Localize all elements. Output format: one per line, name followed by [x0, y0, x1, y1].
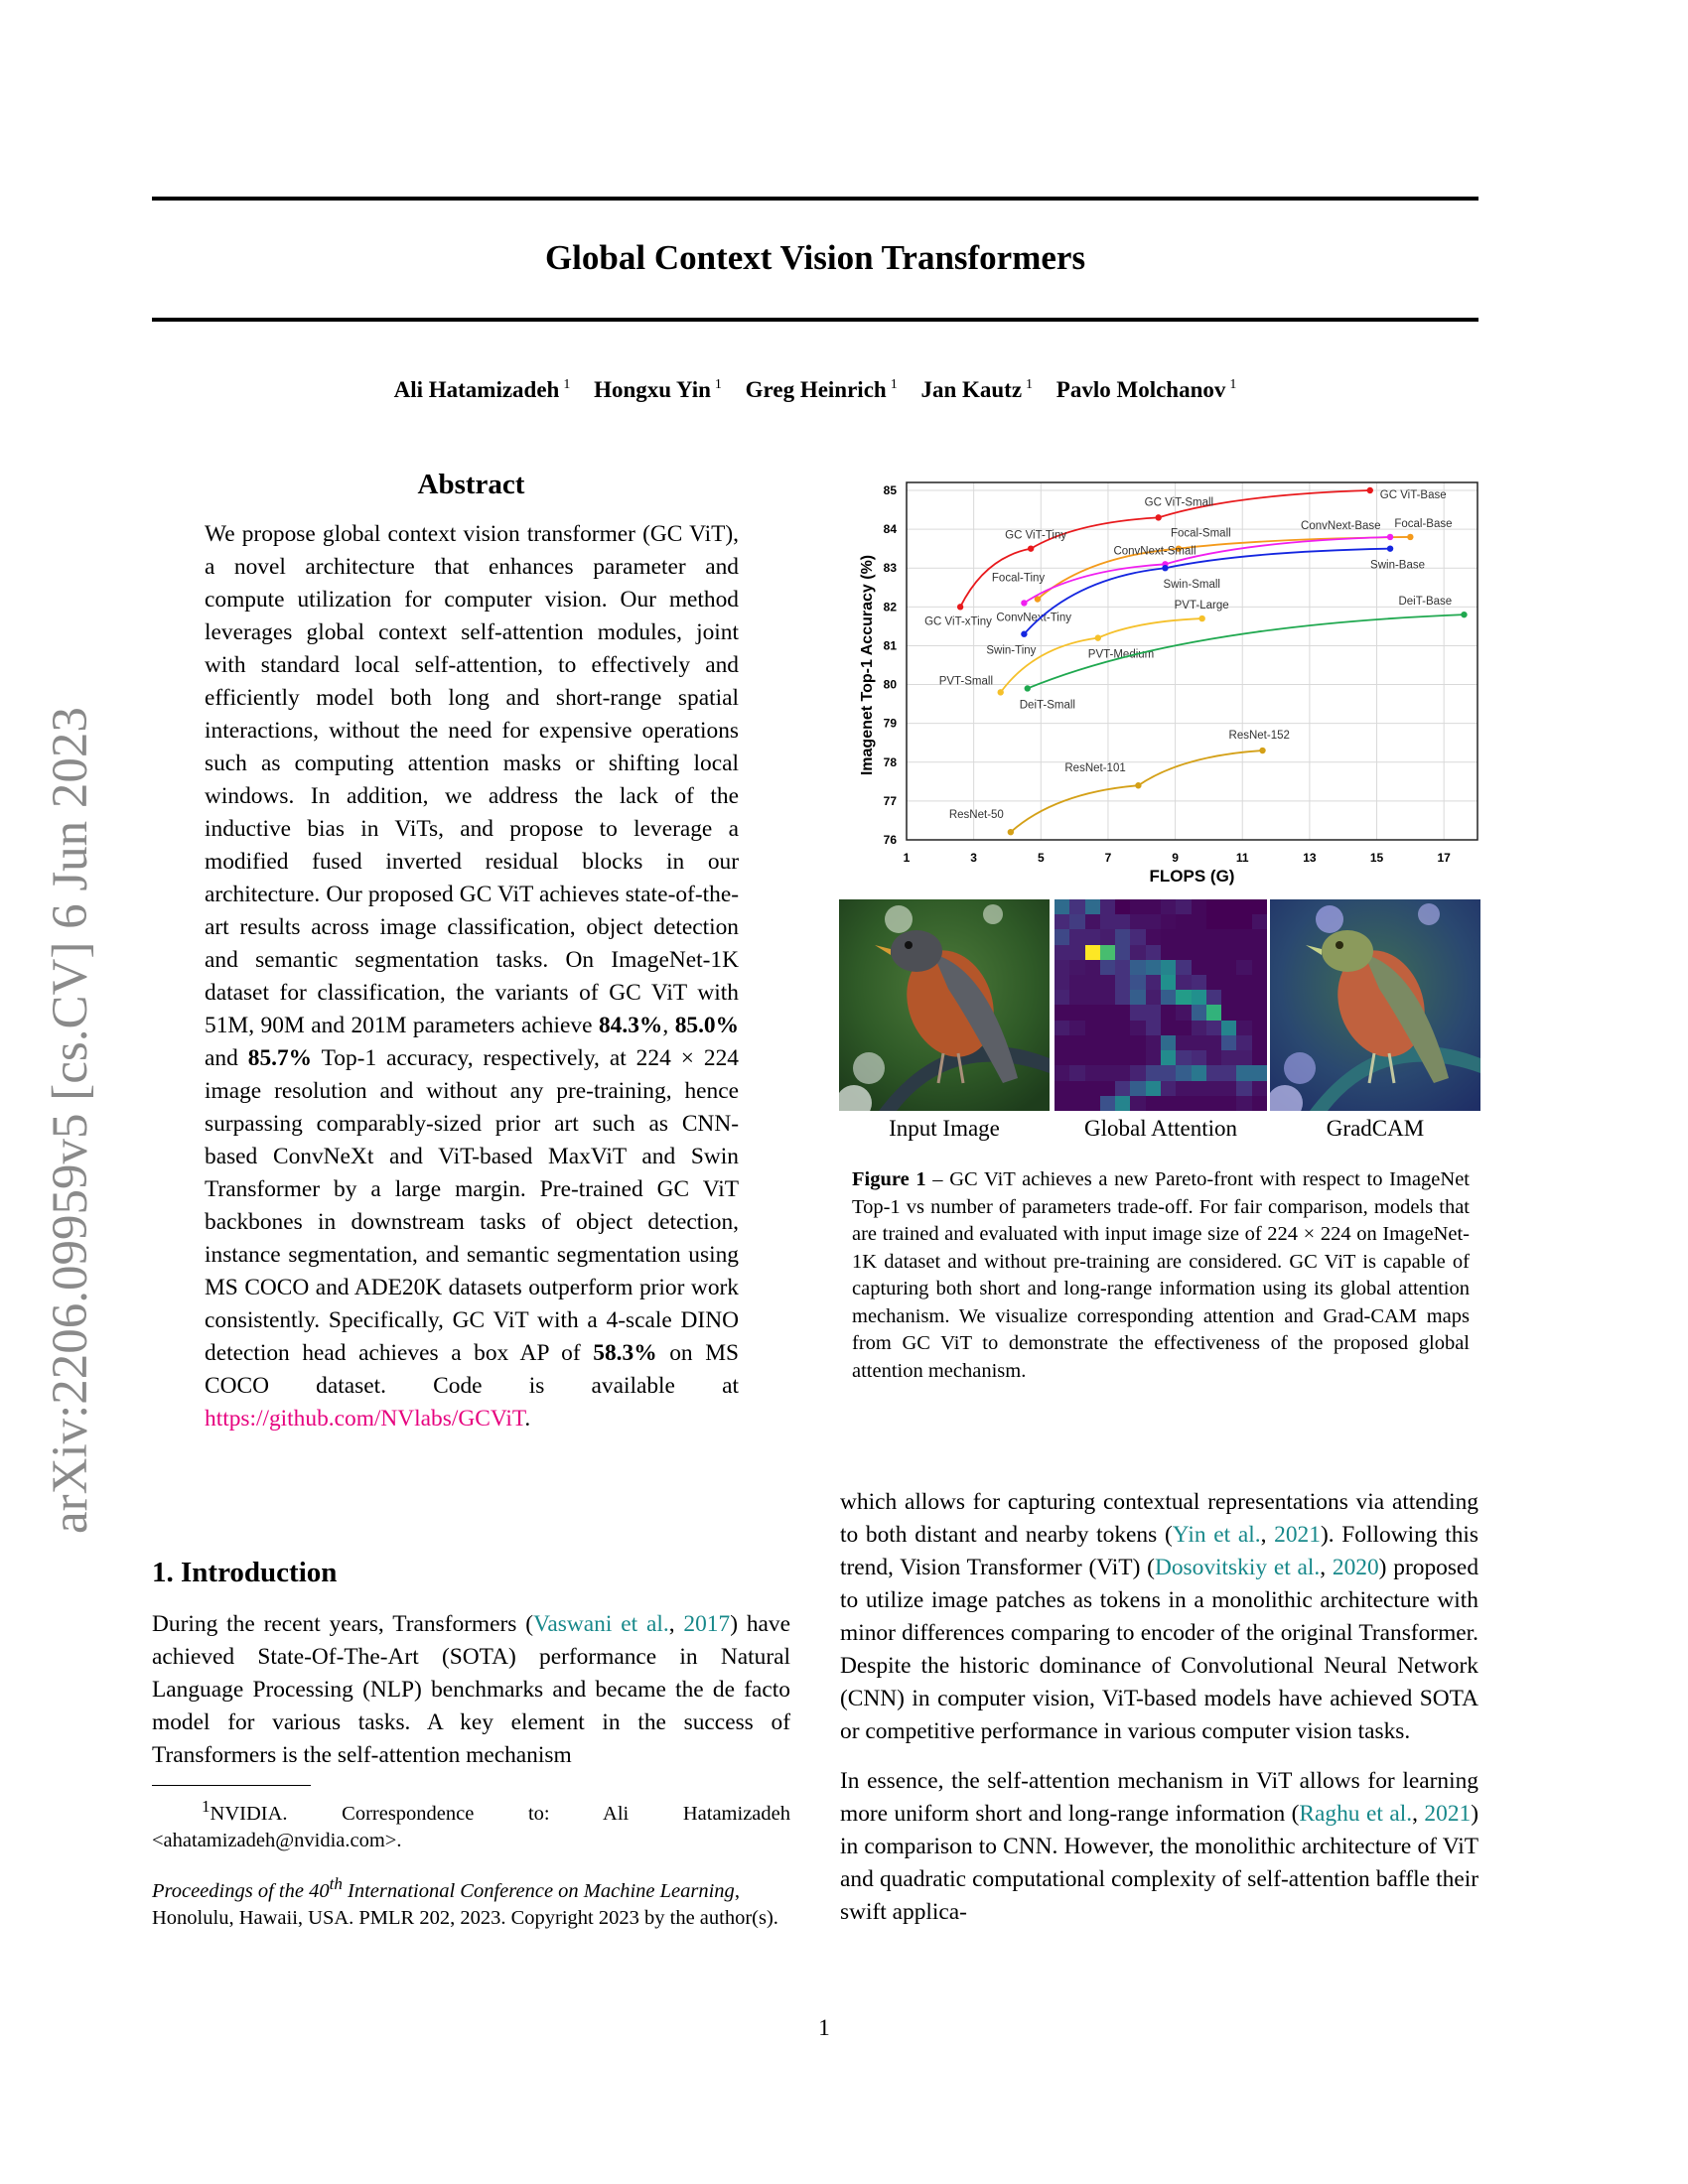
attention-cell	[1252, 899, 1267, 914]
attention-cell	[1055, 899, 1069, 914]
attention-cell	[1161, 1096, 1176, 1111]
data-point	[1135, 782, 1141, 788]
attention-cell	[1221, 1035, 1236, 1050]
data-point	[1008, 829, 1014, 835]
attention-cell	[1236, 945, 1251, 960]
attention-cell	[1069, 914, 1084, 929]
attention-cell	[1115, 1081, 1130, 1096]
x-tick-label: 13	[1303, 851, 1317, 865]
attention-cell	[1146, 1065, 1161, 1080]
x-tick-label: 1	[903, 851, 911, 865]
attention-cell	[1161, 960, 1176, 975]
attention-cell	[1100, 1005, 1115, 1020]
attention-cell	[1100, 945, 1115, 960]
y-tick-label: 85	[883, 483, 897, 497]
point-label: Focal-Base	[1394, 517, 1453, 530]
attention-cell	[1130, 1005, 1145, 1020]
attention-cell	[1130, 929, 1145, 944]
data-point	[1021, 600, 1027, 606]
attention-cell	[1176, 1050, 1191, 1065]
attention-cell	[1085, 1081, 1100, 1096]
attention-cell	[1236, 1065, 1251, 1080]
point-label: ConvNext-Small	[1113, 545, 1196, 558]
attention-cell	[1236, 960, 1251, 975]
attention-cell	[1221, 990, 1236, 1005]
attention-cell	[1161, 1065, 1176, 1080]
citation-year-link[interactable]: 2020	[1332, 1555, 1379, 1580]
attention-cell	[1161, 1050, 1176, 1065]
attention-cell	[1252, 1096, 1267, 1111]
proceedings-notice: Proceedings of the 40th International Conference on Machine Learning, Honolulu, Hawaii, USA. PMLR 202, 2023. Copyright 2023 by the author(s).	[152, 1874, 778, 1929]
citation-year-link[interactable]: 2021	[1424, 1801, 1472, 1827]
attention-cell	[1100, 914, 1115, 929]
attention-cell	[1069, 975, 1084, 990]
figure-image-row	[839, 899, 1479, 1113]
attention-cell	[1146, 960, 1161, 975]
attention-cell	[1221, 1081, 1236, 1096]
chart-canvas	[852, 473, 1487, 894]
attention-cell	[1161, 899, 1176, 914]
attention-cell	[1252, 929, 1267, 944]
attention-cell	[1221, 1005, 1236, 1020]
title-rule-top	[152, 197, 1478, 201]
attention-cell	[1055, 990, 1069, 1005]
point-label: Swin-Base	[1370, 559, 1426, 572]
citation-year-link[interactable]: 2021	[1274, 1522, 1321, 1548]
attention-cell	[1206, 1005, 1221, 1020]
attention-grid	[1055, 899, 1267, 1111]
attention-cell	[1146, 929, 1161, 944]
data-point	[998, 689, 1004, 695]
attention-cell	[1146, 914, 1161, 929]
attention-cell	[1221, 929, 1236, 944]
x-tick-label: 7	[1104, 851, 1112, 865]
attention-cell	[1100, 899, 1115, 914]
attention-cell	[1055, 945, 1069, 960]
data-point	[1367, 487, 1373, 493]
attention-cell	[1252, 1050, 1267, 1065]
citation-year-link[interactable]: 2017	[683, 1611, 731, 1637]
attention-cell	[1236, 929, 1251, 944]
attention-cell	[1115, 1065, 1130, 1080]
attention-cell	[1252, 975, 1267, 990]
bird-photo-icon	[839, 899, 1050, 1111]
y-tick-label: 84	[883, 522, 897, 537]
point-label: PVT-Large	[1174, 600, 1229, 613]
attention-cell	[1221, 1021, 1236, 1035]
x-tick-label: 11	[1235, 851, 1249, 865]
attention-cell	[1085, 960, 1100, 975]
attention-cell	[1236, 1096, 1251, 1111]
attention-cell	[1176, 929, 1191, 944]
data-point	[1021, 631, 1027, 637]
flops-vs-accuracy-chart	[852, 473, 1487, 894]
attention-cell	[1176, 945, 1191, 960]
attention-cell	[1192, 929, 1206, 944]
arxiv-identifier-stamp: arXiv:2206.09959v5 [cs.CV] 6 Jun 2023	[43, 707, 98, 1534]
attention-cell	[1146, 899, 1161, 914]
input-image-robin	[839, 899, 1050, 1111]
attention-cell	[1055, 960, 1069, 975]
attention-cell	[1085, 1021, 1100, 1035]
attention-cell	[1100, 1065, 1115, 1080]
attention-cell	[1206, 1096, 1221, 1111]
attention-cell	[1100, 1096, 1115, 1111]
y-tick-label: 77	[883, 793, 897, 808]
attention-cell	[1085, 1050, 1100, 1065]
paragraph: which allows for capturing contextual representations via attending to both distant and nearby tokens (Yin et al., 2021). Following this trend, Vision Transformer (ViT) (Dosovitskiy et al., 2020) proposed to utilize image patches as tokens in a monolithic architecture with minor differences comparing to encoder of the original Transformer. Despite the historic dominance of Convolutional Neural Network (CNN) in computer vision, ViT-based models have achieved SOTA or competitive performance in various computer vision tasks.	[840, 1489, 1479, 1744]
attention-cell	[1236, 990, 1251, 1005]
data-point	[957, 604, 963, 610]
attention-cell	[1055, 1035, 1069, 1050]
figure-1-caption: Figure 1 – GC ViT achieves a new Pareto-front with respect to ImageNet Top-1 vs number of parameters trade-off. For fair comparison, models that are trained and evaluated with input image size of 224 × 224 on ImageNet-1K dataset and without pre-training are considered. GC ViT is capable of capturing both short and long-range information using its global attention mechanism. We visualize corresponding attention and Grad-CAM maps from GC ViT to demonstrate the effectiveness of the proposed global attention mechanism.	[852, 1168, 1470, 1382]
attention-cell	[1069, 1021, 1084, 1035]
attention-cell	[1069, 929, 1084, 944]
attention-cell	[1115, 990, 1130, 1005]
attention-cell	[1221, 945, 1236, 960]
data-point	[1259, 748, 1265, 753]
attention-cell	[1130, 945, 1145, 960]
author: Hongxu Yin $^1$	[594, 377, 722, 402]
attention-cell	[1115, 975, 1130, 990]
attention-cell	[1252, 945, 1267, 960]
point-label: Swin-Tiny	[986, 644, 1037, 657]
attention-cell	[1130, 1021, 1145, 1035]
attention-cell	[1146, 1035, 1161, 1050]
attention-cell	[1100, 960, 1115, 975]
point-label: Focal-Small	[1170, 527, 1231, 540]
abstract-body: We propose global context vision transformer (GC ViT), a novel architecture that enhances parameter and compute utilization for computer vision. Our method leverages global context self-attention modules, joint with standard local self-attention, to effectively and efficiently model both long and short-range spatial interactions, without the need for expensive operations such as computing attention masks or shifting local windows. In addition, we address the lack of the inductive bias in ViTs, and propose to leverage a modified fused inverted residual blocks in our architecture. Our proposed GC ViT achieves state-of-the-art results across image classification, object detection and semantic segmentation tasks. On ImageNet-1K dataset for classification, the variants of GC ViT with 51M, 90M and 201M parameters achieve 84.3%, 85.0% and 85.7% Top-1 accuracy, respectively, at 224 × 224 image resolution and without any pre-training, hence surpassing comparably-sized prior art such as CNN-based ConvNeXt and ViT-based MaxViT and Swin Transformer by a large margin. Pre-trained GC ViT backbones in downstream tasks of object detection, instance segmentation, and semantic segmentation using MS COCO and ADE20K datasets outperform prior work consistently. Specifically, GC ViT with a 4-scale DINO detection head achieves a box AP of 58.3% on MS COCO dataset. Code is available at https://github.com/NVlabs/GCViT.	[205, 521, 740, 1432]
data-point	[1407, 534, 1413, 540]
attention-cell	[1146, 1050, 1161, 1065]
attention-cell	[1192, 960, 1206, 975]
attention-cell	[1115, 1035, 1130, 1050]
attention-cell	[1192, 1005, 1206, 1020]
point-label: GC ViT-Small	[1144, 496, 1214, 509]
attention-cell	[1069, 1081, 1084, 1096]
attention-cell	[1176, 1081, 1191, 1096]
attention-cell	[1130, 1050, 1145, 1065]
paragraph: In essence, the self-attention mechanism in ViT allows for learning more uniform short and long-range information (Raghu et al., 2021) in comparison to CNN. However, the monolithic architecture of ViT and quadratic computational complexity of self-attention baffle their swift applica-	[840, 1768, 1478, 1925]
attention-cell	[1100, 1021, 1115, 1035]
data-point	[1155, 514, 1161, 520]
point-label: ConvNext-Tiny	[996, 612, 1072, 624]
data-point	[1461, 612, 1467, 617]
attention-cell	[1115, 899, 1130, 914]
introduction-paragraph: During the recent years, Transformers (Vaswani et al., 2017) have achieved State-Of-The-Art (SOTA) performance in Natural Language Processing (NLP) benchmarks and became the de facto model for various tasks. A key element in the success of Transformers is the self-attention mechanism	[152, 1611, 791, 1768]
label-global-attention: Global Attention	[1084, 1116, 1237, 1141]
attention-cell	[1206, 960, 1221, 975]
attention-cell	[1206, 929, 1221, 944]
citation-link[interactable]: Raghu et al.	[1299, 1801, 1413, 1827]
github-code-link[interactable]: https://github.com/NVlabs/GCViT	[205, 1406, 525, 1432]
attention-cell	[1206, 1021, 1221, 1035]
point-label: GC ViT-Tiny	[1005, 529, 1067, 542]
attention-cell	[1236, 1050, 1251, 1065]
point-label: GC ViT-Base	[1379, 489, 1447, 501]
attention-cell	[1100, 1050, 1115, 1065]
attention-cell	[1055, 1005, 1069, 1020]
attention-cell	[1085, 899, 1100, 914]
attention-cell	[1100, 1081, 1115, 1096]
attention-cell	[1130, 1081, 1145, 1096]
attention-cell	[1161, 1021, 1176, 1035]
attention-cell	[1069, 1050, 1084, 1065]
attention-cell	[1236, 1005, 1251, 1020]
attention-cell	[1115, 945, 1130, 960]
gradcam-photo-icon	[1270, 899, 1480, 1111]
attention-cell	[1206, 1081, 1221, 1096]
attention-cell	[1069, 1035, 1084, 1050]
attention-cell	[1100, 990, 1115, 1005]
y-tick-label: 82	[883, 600, 897, 614]
attention-cell	[1236, 899, 1251, 914]
point-label: PVT-Small	[938, 675, 994, 688]
attention-cell	[1176, 899, 1191, 914]
data-point	[1387, 545, 1393, 551]
attention-cell	[1130, 1065, 1145, 1080]
attention-cell	[1221, 914, 1236, 929]
abstract-heading: Abstract	[417, 469, 525, 500]
point-label: ResNet-101	[1064, 762, 1126, 775]
attention-cell	[1252, 1035, 1267, 1050]
attention-cell	[1115, 1050, 1130, 1065]
footnote-rule	[152, 1785, 311, 1786]
data-point	[1198, 615, 1204, 621]
attention-cell	[1055, 929, 1069, 944]
attention-cell	[1206, 990, 1221, 1005]
attention-cell	[1055, 1021, 1069, 1035]
attention-cell	[1100, 929, 1115, 944]
attention-cell	[1130, 1035, 1145, 1050]
attention-cell	[1146, 990, 1161, 1005]
attention-cell	[1176, 914, 1191, 929]
attention-cell	[1085, 1096, 1100, 1111]
attention-cell	[1192, 914, 1206, 929]
author: Greg Heinrich $^1$	[745, 377, 898, 402]
author-list	[152, 377, 1478, 403]
attention-cell	[1130, 1096, 1145, 1111]
attention-cell	[1069, 960, 1084, 975]
author: Ali Hatamizadeh $^1$	[393, 377, 571, 402]
attention-cell	[1130, 975, 1145, 990]
y-tick-label: 81	[883, 638, 897, 653]
attention-cell	[1236, 975, 1251, 990]
attention-cell	[1192, 899, 1206, 914]
attention-cell	[1085, 1065, 1100, 1080]
attention-cell	[1130, 960, 1145, 975]
attention-cell	[1069, 1065, 1084, 1080]
attention-cell	[1176, 960, 1191, 975]
point-label: DeiT-Base	[1398, 596, 1453, 609]
attention-cell	[1069, 1096, 1084, 1111]
attention-cell	[1252, 1005, 1267, 1020]
attention-cell	[1115, 929, 1130, 944]
attention-cell	[1176, 1096, 1191, 1111]
attention-cell	[1236, 1021, 1251, 1035]
attention-cell	[1252, 990, 1267, 1005]
attention-cell	[1085, 1005, 1100, 1020]
point-label: Swin-Small	[1163, 579, 1220, 592]
point-label: ResNet-50	[948, 809, 1004, 822]
attention-cell	[1146, 1081, 1161, 1096]
attention-cell	[1069, 1005, 1084, 1020]
y-tick-label: 83	[883, 561, 897, 576]
attention-cell	[1130, 899, 1145, 914]
attention-cell	[1206, 975, 1221, 990]
x-tick-label: 9	[1172, 851, 1179, 865]
attention-cell	[1055, 914, 1069, 929]
attention-cell	[1236, 1035, 1251, 1050]
attention-cell	[1192, 975, 1206, 990]
data-point	[1025, 685, 1031, 691]
attention-cell	[1252, 914, 1267, 929]
attention-cell	[1085, 914, 1100, 929]
label-gradcam: GradCAM	[1326, 1116, 1425, 1141]
attention-cell	[1176, 975, 1191, 990]
attention-cell	[1206, 1035, 1221, 1050]
attention-cell	[1085, 929, 1100, 944]
paper-title: Global Context Vision Transformers	[544, 238, 1086, 277]
attention-cell	[1192, 1081, 1206, 1096]
attention-cell	[1146, 945, 1161, 960]
attention-cell	[1161, 914, 1176, 929]
x-tick-label: 5	[1037, 851, 1045, 865]
attention-cell	[1252, 1081, 1267, 1096]
attention-cell	[1221, 1065, 1236, 1080]
attention-cell	[1100, 975, 1115, 990]
citation-link[interactable]: Yin et al.	[1172, 1522, 1261, 1548]
attention-cell	[1069, 990, 1084, 1005]
attention-cell	[1055, 1081, 1069, 1096]
right-column-body	[840, 1486, 1478, 1946]
attention-cell	[1252, 960, 1267, 975]
attention-cell	[1055, 1096, 1069, 1111]
attention-cell	[1161, 975, 1176, 990]
attention-cell	[1146, 1096, 1161, 1111]
y-tick-label: 79	[883, 716, 897, 731]
y-tick-label: 76	[883, 833, 897, 847]
attention-cell	[1192, 1050, 1206, 1065]
attention-cell	[1206, 945, 1221, 960]
data-point	[1095, 634, 1101, 640]
attention-cell	[1069, 899, 1084, 914]
attention-cell	[1192, 1096, 1206, 1111]
attention-cell	[1085, 1035, 1100, 1050]
data-point	[1162, 565, 1168, 571]
attention-cell	[1192, 1035, 1206, 1050]
attention-cell	[1161, 1081, 1176, 1096]
attention-cell	[1085, 990, 1100, 1005]
point-label: ConvNext-Base	[1301, 519, 1381, 532]
attention-cell	[1115, 1005, 1130, 1020]
attention-cell	[1176, 1021, 1191, 1035]
attention-cell	[1055, 1065, 1069, 1080]
point-label: ResNet-152	[1228, 730, 1290, 743]
attention-cell	[1236, 1081, 1251, 1096]
attention-cell	[1206, 1050, 1221, 1065]
attention-cell	[1221, 960, 1236, 975]
x-axis-title: FLOPS (G)	[1149, 867, 1235, 886]
attention-cell	[1192, 945, 1206, 960]
attention-cell	[1055, 975, 1069, 990]
point-label: PVT-Medium	[1087, 648, 1155, 661]
x-tick-label: 3	[970, 851, 977, 865]
attention-cell	[1206, 1065, 1221, 1080]
attention-cell	[1130, 990, 1145, 1005]
attention-cell	[1146, 975, 1161, 990]
attention-cell	[1161, 945, 1176, 960]
attention-cell	[1206, 899, 1221, 914]
data-point	[1387, 534, 1393, 540]
point-label: DeiT-Small	[1019, 699, 1075, 712]
x-tick-label: 15	[1369, 851, 1384, 865]
citation-link[interactable]: Vaswani et al.	[533, 1611, 669, 1637]
attention-cell	[1176, 1035, 1191, 1050]
gradcam-overlay-image	[1270, 899, 1480, 1111]
attention-cell	[1085, 945, 1100, 960]
attention-cell	[1176, 1005, 1191, 1020]
attention-cell	[1146, 1005, 1161, 1020]
attention-cell	[1221, 1050, 1236, 1065]
attention-cell	[1221, 899, 1236, 914]
data-point	[1028, 545, 1034, 551]
author: Jan Kautz $^1$	[920, 377, 1034, 402]
title-rule-bottom	[152, 318, 1478, 322]
attention-cell	[1192, 1021, 1206, 1035]
attention-cell	[1055, 1050, 1069, 1065]
attention-cell	[1115, 960, 1130, 975]
y-tick-label: 78	[883, 754, 897, 769]
y-axis-title: Imagenet Top-1 Accuracy (%)	[859, 554, 876, 776]
point-label: Focal-Tiny	[991, 572, 1046, 585]
attention-cell	[1100, 1035, 1115, 1050]
global-attention-heatmap	[1055, 899, 1267, 1111]
attention-cell	[1161, 990, 1176, 1005]
label-input-image: Input Image	[889, 1116, 1000, 1141]
section-heading-introduction: 1. Introduction	[152, 1557, 338, 1588]
attention-cell	[1115, 1096, 1130, 1111]
page-number: 1	[818, 2015, 830, 2040]
attention-cell	[1252, 1065, 1267, 1080]
attention-cell	[1176, 1065, 1191, 1080]
citation-link[interactable]: Dosovitskiy et al.	[1154, 1555, 1321, 1580]
attention-cell	[1146, 1021, 1161, 1035]
attention-cell	[1192, 990, 1206, 1005]
attention-cell	[1069, 945, 1084, 960]
attention-cell	[1192, 1065, 1206, 1080]
attention-cell	[1176, 990, 1191, 1005]
attention-cell	[1115, 1021, 1130, 1035]
attention-cell	[1221, 1096, 1236, 1111]
attention-cell	[1161, 929, 1176, 944]
attention-cell	[1161, 1005, 1176, 1020]
attention-cell	[1236, 914, 1251, 929]
attention-cell	[1085, 975, 1100, 990]
point-label: GC ViT-xTiny	[924, 615, 992, 628]
attention-cell	[1221, 975, 1236, 990]
attention-cell	[1161, 1035, 1176, 1050]
author: Pavlo Molchanov $^1$	[1055, 377, 1237, 402]
y-tick-label: 80	[883, 677, 897, 692]
attention-cell	[1115, 914, 1130, 929]
x-tick-label: 17	[1437, 851, 1451, 865]
attention-cell	[1206, 914, 1221, 929]
attention-cell	[1252, 1021, 1267, 1035]
affiliation-footnote: $^1$NVIDIA. Correspondence to: Ali Hatamizadeh <ahatamizadeh@nvidia.com>.	[152, 1797, 790, 1851]
attention-cell	[1130, 914, 1145, 929]
